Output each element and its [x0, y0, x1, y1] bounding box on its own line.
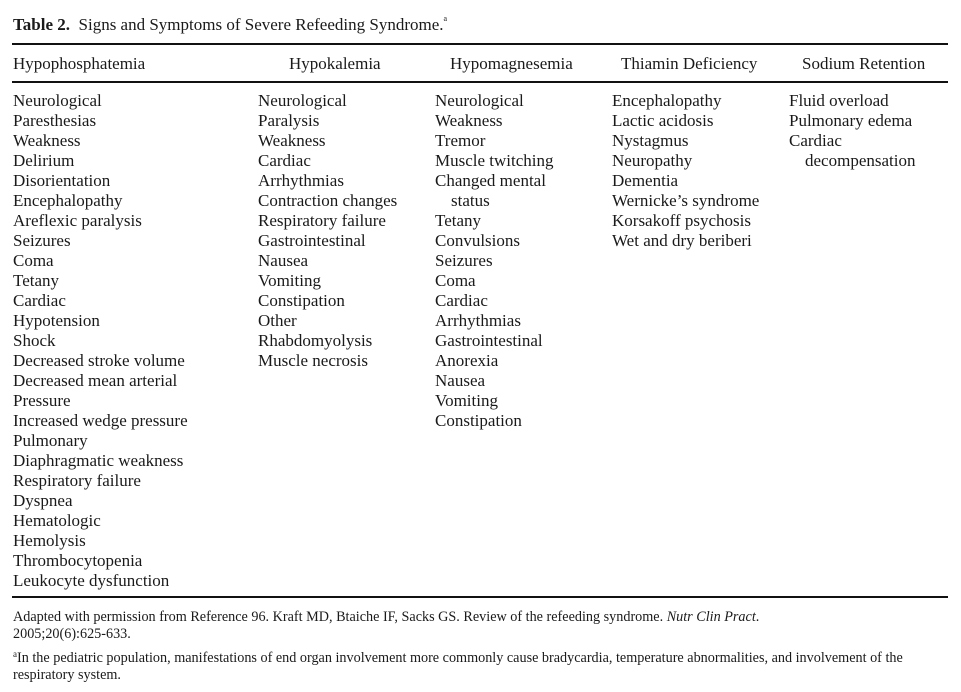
table-cell: Tetany [13, 271, 60, 290]
note-marker: a [13, 649, 17, 659]
column-sodium-retention [789, 91, 915, 171]
table-cell: Nystagmus [612, 131, 689, 150]
table-cell: Muscle twitching [435, 151, 554, 170]
table-cell: Neurological [435, 91, 524, 110]
table-cell: Hemolysis [13, 531, 86, 550]
table-cell: Coma [435, 271, 476, 290]
table-cell: Thrombocytopenia [13, 551, 143, 570]
table-cell: Arrhythmias [435, 311, 521, 330]
table-cell: Cardiac [13, 291, 66, 310]
table-cell: Contraction changes [258, 191, 398, 210]
table-cell: Cardiac [789, 131, 842, 150]
table-cell: Decreased mean arterial [13, 371, 178, 390]
table-cell: Respiratory failure [13, 471, 141, 490]
table-cell: decompensation [805, 151, 916, 170]
table-cell: Weakness [258, 131, 326, 150]
table-cell: Hypotension [13, 311, 100, 330]
column-thiamin-deficiency [612, 91, 759, 251]
table-cell: Decreased stroke volume [13, 351, 185, 370]
table-cell: Fluid overload [789, 91, 889, 110]
table-cell: Seizures [435, 251, 493, 270]
table-title-text: Signs and Symptoms of Severe Refeeding Syndrome. [78, 15, 444, 34]
table-cell: Other [258, 311, 297, 330]
table-cell: Nausea [435, 371, 486, 390]
table-cell: Vomiting [258, 271, 321, 290]
table-cell: Changed mental [435, 171, 546, 190]
title-footnote-marker: a [443, 14, 448, 23]
table-cell: Leukocyte dysfunction [13, 571, 170, 590]
table-cell: Wet and dry beriberi [612, 231, 752, 250]
table-cell: Neurological [13, 91, 102, 110]
table-cell: Diaphragmatic weakness [13, 451, 184, 470]
header-sodium-retention: Sodium Retention [802, 54, 926, 73]
header-rule [12, 81, 948, 83]
column-hypophosphatemia [13, 91, 188, 591]
top-rule [12, 43, 948, 45]
table-cell: Paralysis [258, 111, 320, 130]
table-cell: Wernicke’s syndrome [612, 191, 760, 210]
table-cell: Increased wedge pressure [13, 411, 188, 430]
table-cell: Neurological [258, 91, 347, 110]
table-cell: Areflexic paralysis [13, 211, 142, 230]
table-cell: Rhabdomyolysis [258, 331, 373, 350]
table-cell: Respiratory failure [258, 211, 386, 230]
table-cell: Tremor [435, 131, 486, 150]
table-cell: Gastrointestinal [435, 331, 543, 350]
table-cell: Pressure [13, 391, 71, 410]
table-cell: Weakness [435, 111, 503, 130]
table-cell: Weakness [13, 131, 81, 150]
column-hypokalemia [258, 91, 397, 371]
header-thiamin-deficiency: Thiamin Deficiency [621, 54, 758, 73]
table-cell: Coma [13, 251, 54, 270]
table-cell: Neuropathy [612, 151, 693, 170]
table-cell: Hematologic [13, 511, 101, 530]
table-cell: Tetany [435, 211, 482, 230]
table-cell: Arrhythmias [258, 171, 344, 190]
table-cell: Encephalopathy [612, 91, 722, 110]
source-text: Adapted with permission from Reference 96. Kraft MD, Btaiche IF, Sacks GS. Review of the refeeding syndrome. [13, 609, 664, 625]
table-cell: Pulmonary edema [789, 111, 913, 130]
table-cell: Delirium [13, 151, 75, 170]
table-cell: Disorientation [13, 171, 111, 190]
table-cell: Muscle necrosis [258, 351, 369, 370]
column-hypomagnesemia [435, 91, 554, 431]
note-footnote [13, 646, 943, 684]
source-footnote: Adapted with permission from Reference 96. Kraft MD, Btaiche IF, Sacks GS. Review of the refeeding syndrome. Nutr Clin Pract. 2005;20(6):625-633. [13, 609, 760, 642]
header-hypokalemia: Hypokalemia [289, 54, 381, 73]
table-cell: Convulsions [435, 231, 521, 250]
table-cell: Anorexia [435, 351, 499, 370]
table-cell: Pulmonary [13, 431, 88, 450]
table-cell: Constipation [258, 291, 345, 310]
table-cell: Seizures [13, 231, 71, 250]
table-cell: Dementia [612, 171, 679, 190]
bottom-rule [12, 596, 948, 598]
header-hypophosphatemia: Hypophosphatemia [13, 54, 146, 73]
journal-name: Nutr Clin Pract [666, 609, 756, 625]
table-cell: Korsakoff psychosis [612, 211, 751, 230]
table-cell: status [451, 191, 490, 210]
table-cell: Nausea [258, 251, 309, 270]
table-cell: Encephalopathy [13, 191, 123, 210]
citation: 2005;20(6):625-633. [13, 626, 131, 642]
table-cell: Gastrointestinal [258, 231, 366, 250]
table-cell: Dyspnea [13, 491, 73, 510]
table-cell: Lactic acidosis [612, 111, 714, 130]
table-cell: Cardiac [258, 151, 311, 170]
table-cell: Constipation [435, 411, 522, 430]
table-cell: Paresthesias [13, 111, 97, 130]
header-hypomagnesemia: Hypomagnesemia [450, 54, 573, 73]
table-label: Table 2. [13, 15, 71, 34]
table-title [13, 14, 447, 35]
table-cell: Cardiac [435, 291, 488, 310]
table-cell: Shock [13, 331, 56, 350]
note-text: In the pediatric population, manifestations of end organ involvement more commonly cause bradycardia, temperature abnormalities, and involvement of the respiratory system. [13, 650, 903, 683]
table-cell: Vomiting [435, 391, 498, 410]
